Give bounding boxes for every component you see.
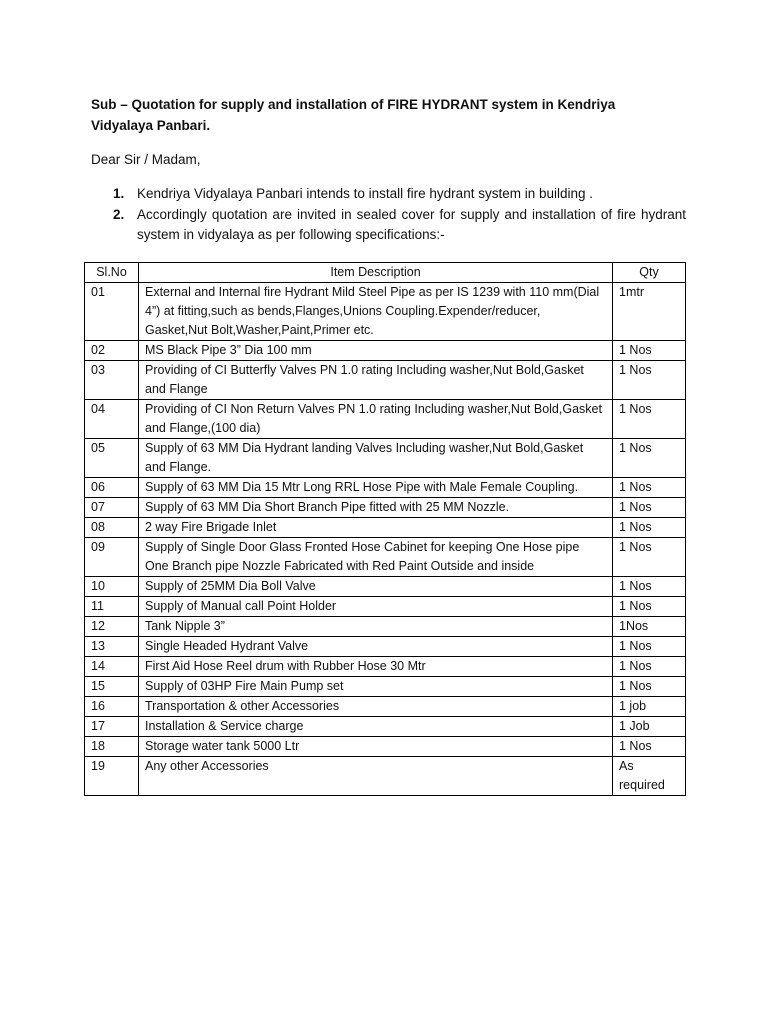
cell-slno: 06 xyxy=(85,478,139,498)
cell-slno: 08 xyxy=(85,518,139,538)
cell-slno: 12 xyxy=(85,617,139,637)
cell-slno: 10 xyxy=(85,577,139,597)
intro-points xyxy=(113,184,686,246)
cell-item-description: Supply of 63 MM Dia 15 Mtr Long RRL Hose Pipe with Male Female Coupling. xyxy=(139,478,613,498)
cell-item-description: Installation & Service charge xyxy=(139,717,613,737)
salutation: Dear Sir / Madam, xyxy=(91,152,201,167)
table-row xyxy=(85,498,686,518)
cell-item-description: MS Black Pipe 3” Dia 100 mm xyxy=(139,341,613,361)
cell-qty: 1Nos xyxy=(613,617,686,637)
cell-qty: 1 Nos xyxy=(613,538,686,577)
cell-qty: 1 Nos xyxy=(613,657,686,677)
cell-item-description: Supply of 63 MM Dia Short Branch Pipe fitted with 25 MM Nozzle. xyxy=(139,498,613,518)
table-row xyxy=(85,577,686,597)
specification-table xyxy=(84,262,686,796)
cell-qty: 1 Nos xyxy=(613,518,686,538)
cell-qty: 1 Nos xyxy=(613,677,686,697)
cell-item-description: Storage water tank 5000 Ltr xyxy=(139,737,613,757)
cell-qty: 1 Nos xyxy=(613,478,686,498)
point-number: 2. xyxy=(113,206,125,222)
cell-slno: 07 xyxy=(85,498,139,518)
cell-qty: 1 Nos xyxy=(613,341,686,361)
table-row xyxy=(85,737,686,757)
cell-qty: 1 Nos xyxy=(613,577,686,597)
table-row xyxy=(85,757,686,796)
table-row xyxy=(85,341,686,361)
cell-slno: 13 xyxy=(85,637,139,657)
cell-slno: 15 xyxy=(85,677,139,697)
cell-item-description: Supply of 03HP Fire Main Pump set xyxy=(139,677,613,697)
cell-slno: 04 xyxy=(85,400,139,439)
cell-slno: 03 xyxy=(85,361,139,400)
header-slno: Sl.No xyxy=(85,263,139,283)
table-row xyxy=(85,538,686,577)
cell-slno: 18 xyxy=(85,737,139,757)
point-text: Kendriya Vidyalaya Panbari intends to install fire hydrant system in building . xyxy=(137,186,594,201)
cell-qty: 1 Nos xyxy=(613,400,686,439)
cell-item-description: Supply of 25MM Dia Boll Valve xyxy=(139,577,613,597)
cell-item-description: First Aid Hose Reel drum with Rubber Hose 30 Mtr xyxy=(139,657,613,677)
table-row xyxy=(85,597,686,617)
cell-qty: 1mtr xyxy=(613,283,686,341)
cell-item-description: External and Internal fire Hydrant Mild Steel Pipe as per IS 1239 with 110 mm(Dial 4”) at fitting,such as bends,Flanges,Unions Coupling.Expender/reducer, Gasket,Nut Bolt,Washer,Paint,Primer etc. xyxy=(139,283,613,341)
cell-item-description: Providing of CI Butterfly Valves PN 1.0 rating Including washer,Nut Bold,Gasket and Flange xyxy=(139,361,613,400)
cell-slno: 11 xyxy=(85,597,139,617)
cell-qty: 1 Nos xyxy=(613,597,686,617)
cell-qty: As required xyxy=(613,757,686,796)
cell-item-description: Providing of CI Non Return Valves PN 1.0 rating Including washer,Nut Bold,Gasket and Flange,(100 dia) xyxy=(139,400,613,439)
table-row xyxy=(85,697,686,717)
cell-slno: 09 xyxy=(85,538,139,577)
header-item-description: Item Description xyxy=(139,263,613,283)
cell-qty: 1 Nos xyxy=(613,637,686,657)
cell-item-description: Tank Nipple 3” xyxy=(139,617,613,637)
header-qty: Qty xyxy=(613,263,686,283)
cell-slno: 05 xyxy=(85,439,139,478)
subject-line: Sub – Quotation for supply and installation of FIRE HYDRANT system in Kendriya Vidyalaya Panbari. xyxy=(91,97,616,133)
cell-qty: 1 job xyxy=(613,697,686,717)
table-row xyxy=(85,518,686,538)
table-row xyxy=(85,439,686,478)
cell-slno: 16 xyxy=(85,697,139,717)
cell-item-description: Supply of 63 MM Dia Hydrant landing Valves Including washer,Nut Bold,Gasket and Flange. xyxy=(139,439,613,478)
cell-slno: 01 xyxy=(85,283,139,341)
cell-slno: 19 xyxy=(85,757,139,796)
cell-item-description: Supply of Manual call Point Holder xyxy=(139,597,613,617)
table-row xyxy=(85,717,686,737)
cell-slno: 02 xyxy=(85,341,139,361)
table-row xyxy=(85,677,686,697)
list-item xyxy=(113,184,686,205)
table-row xyxy=(85,283,686,341)
table-row xyxy=(85,361,686,400)
point-text: Accordingly quotation are invited in sealed cover for supply and installation of fire hydrant system in vidyalaya as per following specifications:- xyxy=(137,206,686,242)
table-header-row xyxy=(85,263,686,283)
table-row xyxy=(85,637,686,657)
cell-slno: 17 xyxy=(85,717,139,737)
point-number: 1. xyxy=(113,186,125,201)
cell-item-description: Any other Accessories xyxy=(139,757,613,796)
cell-qty: 1 Nos xyxy=(613,361,686,400)
table-row xyxy=(85,617,686,637)
cell-qty: 1 Job xyxy=(613,717,686,737)
cell-qty: 1 Nos xyxy=(613,737,686,757)
table-row xyxy=(85,478,686,498)
cell-qty: 1 Nos xyxy=(613,439,686,478)
table-row xyxy=(85,657,686,677)
table-body xyxy=(85,283,686,796)
cell-qty: 1 Nos xyxy=(613,498,686,518)
cell-item-description: Supply of Single Door Glass Fronted Hose Cabinet for keeping One Hose pipe One Branch pipe Nozzle Fabricated with Red Paint Outside and inside xyxy=(139,538,613,577)
cell-slno: 14 xyxy=(85,657,139,677)
cell-item-description: Single Headed Hydrant Valve xyxy=(139,637,613,657)
cell-item-description: 2 way Fire Brigade Inlet xyxy=(139,518,613,538)
cell-item-description: Transportation & other Accessories xyxy=(139,697,613,717)
list-item xyxy=(113,205,686,246)
table-row xyxy=(85,400,686,439)
